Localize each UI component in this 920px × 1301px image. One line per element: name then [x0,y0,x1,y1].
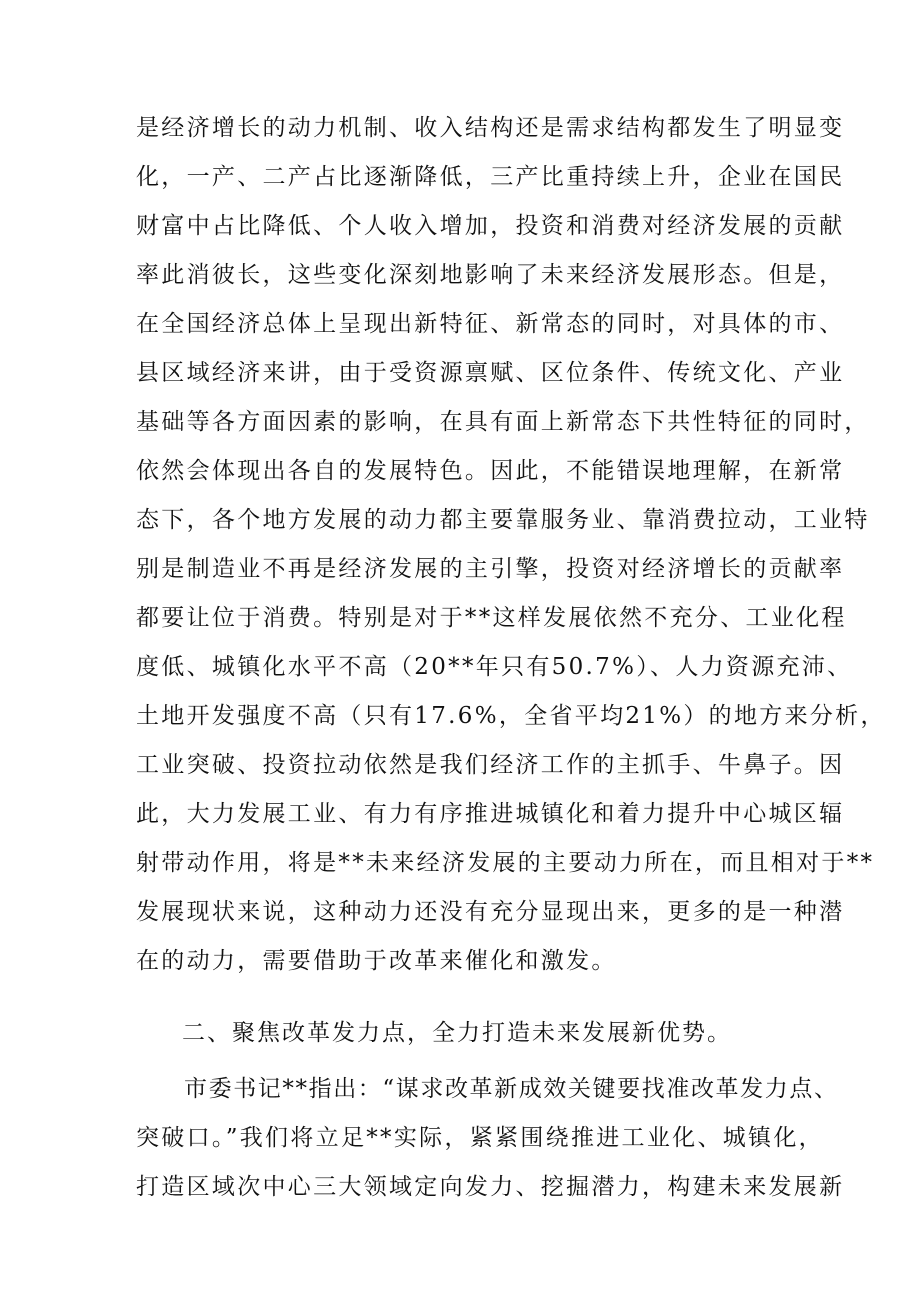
paragraph-line: 别是制造业不再是经济发展的主引擎，投资对经济增长的贡献率 [136,556,845,582]
paragraph-line: 打造区域次中心三大领域定向发力、挖掘潜力，构建未来发展新 [136,1174,845,1200]
paragraph-line: 是经济增长的动力机制、收入结构还是需求结构都发生了明显变 [136,115,845,141]
paragraph-line: 土地开发强度不高（只有17.6%，全省平均21%）的地方来分析， [136,703,886,729]
paragraph-line: 市委书记**指出：“谋求改革新成效关键要找准改革发力点、 [184,1076,839,1102]
section-heading: 二、聚焦改革发力点，全力打造未来发展新优势。 [182,1020,732,1046]
paragraph-line: 基础等各方面因素的影响，在具有面上新常态下共性特征的同时， [136,409,870,435]
paragraph-line: 态下，各个地方发展的动力都主要靠服务业、靠消费拉动，工业特 [136,507,870,533]
paragraph-line: 县区域经济来讲，由于受资源禀赋、区位条件、传统文化、产业 [136,360,845,386]
paragraph-line: 度低、城镇化水平不高（20**年只有50.7%）、人力资源充沛、 [136,654,853,680]
paragraph-line: 此，大力发展工业、有力有序推进城镇化和着力提升中心城区辐 [136,801,845,827]
paragraph-line: 化，一产、二产占比逐渐降低，三产比重持续上升，企业在国民 [136,164,845,190]
paragraph-line: 工业突破、投资拉动依然是我们经济工作的主抓手、牛鼻子。因 [136,752,845,778]
paragraph-line: 率此消彼长，这些变化深刻地影响了未来经济发展形态。但是， [136,262,845,288]
paragraph-line: 在的动力，需要借助于改革来催化和激发。 [136,948,617,974]
paragraph-line: 突破口。”我们将立足**实际，紧紧围绕推进工业化、城镇化， [136,1125,824,1151]
paragraph-line: 在全国经济总体上呈现出新特征、新常态的同时，对具体的市、 [136,311,845,337]
paragraph-line: 都要让位于消费。特别是对于**这样发展依然不充分、工业化程 [136,605,847,631]
paragraph-line: 发展现状来说，这种动力还没有充分显现出来，更多的是一种潜 [136,899,845,925]
paragraph-line: 依然会体现出各自的发展特色。因此，不能错误地理解，在新常 [136,458,845,484]
paragraph-line: 财富中占比降低、个人收入增加，投资和消费对经济发展的贡献 [136,213,845,239]
paragraph-line: 射带动作用，将是**未来经济发展的主要动力所在，而且相对于** [136,850,875,876]
